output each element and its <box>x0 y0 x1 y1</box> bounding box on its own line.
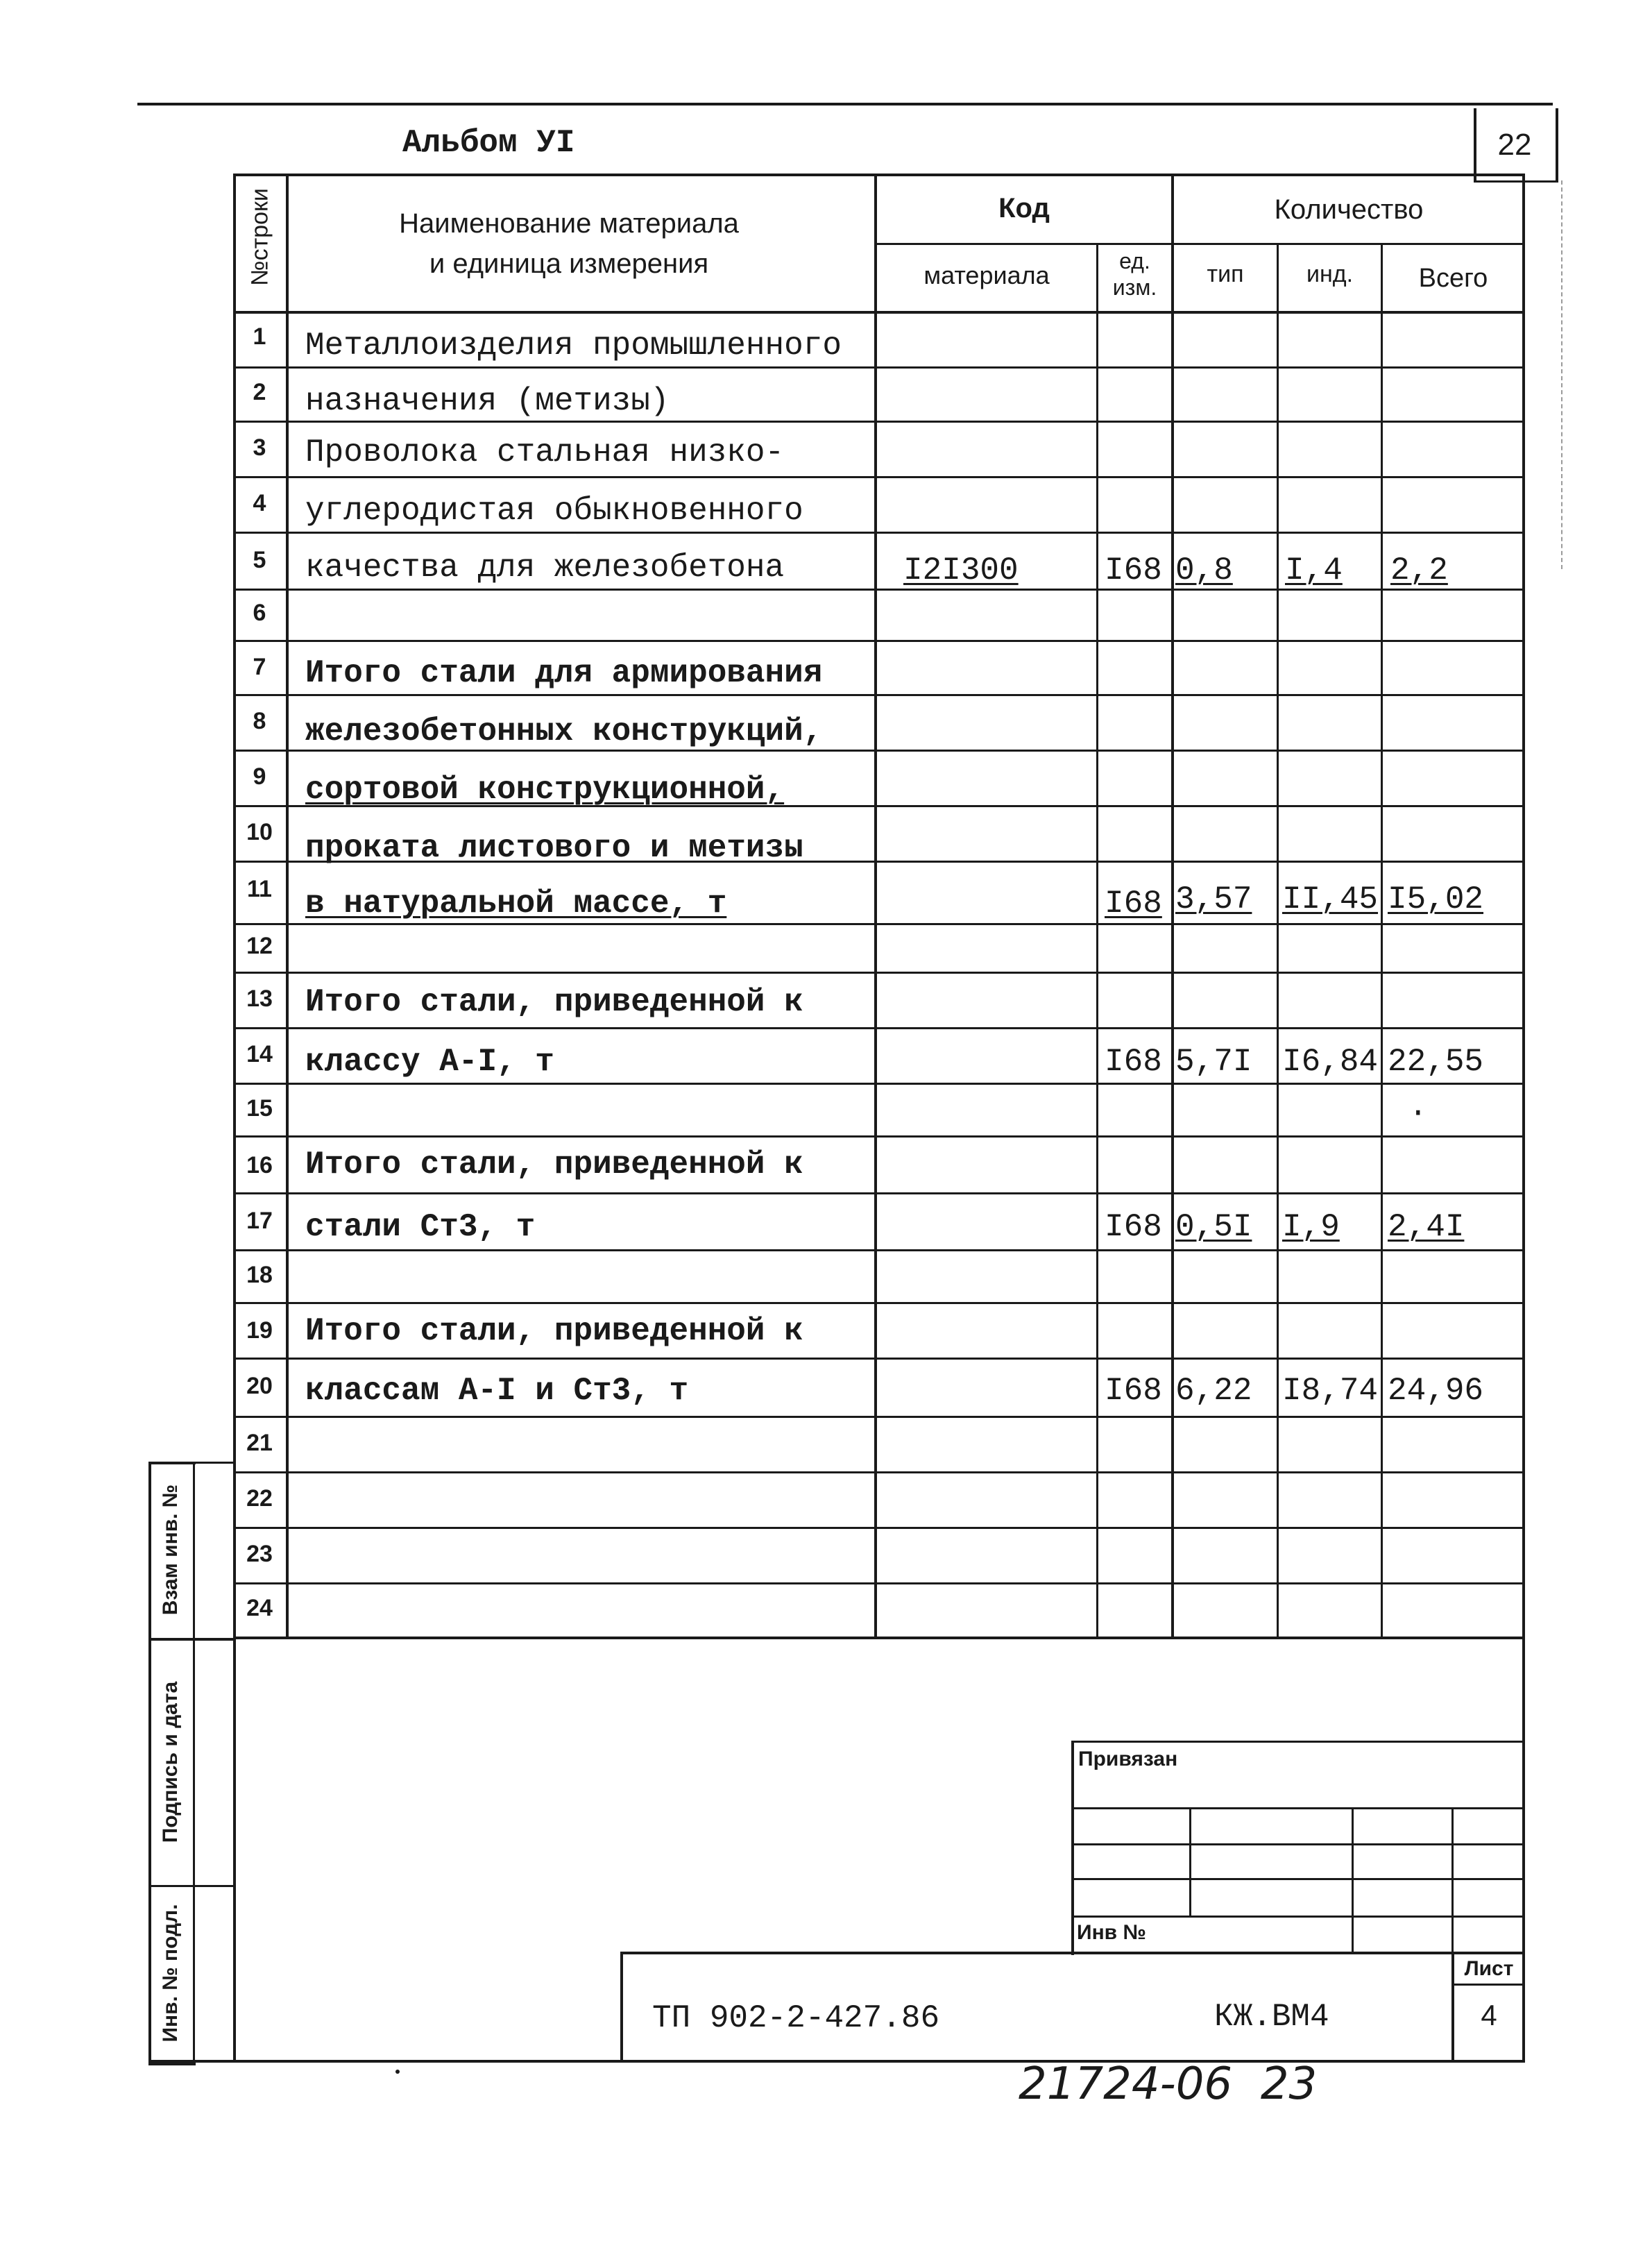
album-title: Альбом УI <box>402 125 575 161</box>
right-edge-marks <box>1561 180 1564 569</box>
row-name: Проволока стальная низко- <box>305 434 785 471</box>
row-name: проката листового и метизы <box>305 830 803 866</box>
row-type: 0,5I <box>1175 1209 1252 1245</box>
row-ind: I8,74 <box>1282 1373 1379 1409</box>
row-name: углеродистая обыкновенного <box>305 493 803 529</box>
row-unit: I68 <box>1105 1209 1162 1245</box>
row-number: 9 <box>253 763 266 790</box>
row-name: классу А-I, т <box>305 1044 554 1080</box>
row-name: Итого стали, приведенной к <box>305 1313 803 1349</box>
frame-bottom <box>148 2060 1525 2063</box>
list-label: Лист <box>1464 1957 1514 1980</box>
name-header-line1: Наименование материала <box>399 208 739 239</box>
row-number: 1 <box>253 323 266 350</box>
row-number: 13 <box>246 986 273 1012</box>
row-number: 22 <box>246 1485 273 1512</box>
row-number: 16 <box>246 1152 273 1178</box>
qty-group-header: Количество <box>1274 194 1424 225</box>
row-name: Итого стали, приведенной к <box>305 1147 803 1183</box>
row-number: 15 <box>246 1095 273 1122</box>
row-number: 19 <box>246 1317 273 1344</box>
row-total: I5,02 <box>1388 881 1484 918</box>
row-name: назначения (метизы) <box>305 383 670 419</box>
row-name: сортовой конструкционной, <box>305 772 785 808</box>
row-name: Итого стали, приведенной к <box>305 984 803 1020</box>
doc-code: ТП 902-2-427.86 <box>652 2000 940 2036</box>
row-number: 7 <box>253 654 266 680</box>
inv-no-label: Инв № <box>1077 1921 1146 1944</box>
code-material-header: материала <box>923 261 1050 289</box>
row-name: Металлоизделия промышленного <box>305 328 842 364</box>
row-type: 0,8 <box>1175 552 1233 589</box>
row-total: 2,2 <box>1390 552 1448 589</box>
row-name: классам А-I и Ст3, т <box>305 1373 689 1409</box>
row-unit: I68 <box>1105 886 1162 922</box>
row-number: 20 <box>246 1373 273 1399</box>
row-unit: I68 <box>1105 1044 1162 1080</box>
list-number: 4 <box>1481 1999 1497 2031</box>
privyazan-label: Привязан <box>1078 1748 1178 1770</box>
row-type: 6,22 <box>1175 1373 1252 1409</box>
row-number: 17 <box>246 1208 273 1234</box>
row-number: 18 <box>246 1262 273 1288</box>
qty-total-header: Всего <box>1418 264 1488 293</box>
inv-podl-label: Инв. № подл. <box>159 1904 182 2043</box>
row-name: в натуральной массе, т <box>305 886 727 922</box>
code-unit-header-line1: ед. <box>1119 248 1150 273</box>
doc-mark: КЖ.ВМ4 <box>1214 1999 1329 2035</box>
row-number: 4 <box>253 490 266 516</box>
row-name: Итого стали для армирования <box>305 655 823 691</box>
qty-ind-header: инд. <box>1306 261 1354 287</box>
row-total: 22,55 <box>1388 1044 1484 1080</box>
row-number: 14 <box>246 1041 273 1067</box>
code-unit-header-line2: изм. <box>1112 275 1157 300</box>
podpis-data-label: Подпись и дата <box>159 1681 182 1843</box>
row-number: 8 <box>253 708 266 734</box>
row-ind: I6,84 <box>1282 1044 1379 1080</box>
top-rule <box>137 103 1553 105</box>
name-header-line2: и единица измерения <box>429 248 709 279</box>
vzam-inv-label: Взам инв. № <box>159 1484 182 1616</box>
corner-page-number: 22 <box>1497 128 1532 162</box>
bottom-stamp: 21724-06 23 <box>1019 2058 1318 2110</box>
code-group-header: Код <box>998 193 1050 223</box>
row-number: 5 <box>253 547 266 573</box>
row-code: I2I300 <box>903 552 1019 589</box>
stray-dot <box>395 2070 400 2074</box>
row-name: железобетонных конструкций, <box>305 713 823 750</box>
row-number: 23 <box>246 1541 273 1567</box>
row-type: 5,7I <box>1175 1044 1252 1080</box>
row-unit: I68 <box>1105 1373 1162 1409</box>
row-type: 3,57 <box>1175 881 1252 918</box>
row-number: 10 <box>246 819 273 845</box>
row-total: 2,4I <box>1388 1209 1465 1245</box>
row-total: · <box>1408 1095 1428 1131</box>
row-name: стали Ст3, т <box>305 1209 536 1245</box>
row-number: 2 <box>253 379 266 405</box>
row-total: 24,96 <box>1388 1373 1484 1409</box>
row-ind: I,4 <box>1285 552 1343 589</box>
qty-type-header: тип <box>1207 261 1244 287</box>
row-ind: II,45 <box>1282 881 1379 918</box>
row-number: 3 <box>253 434 266 461</box>
row-name: качества для железобетона <box>305 550 785 586</box>
row-number-header: №строки <box>246 188 273 286</box>
row-number: 11 <box>247 876 272 902</box>
row-unit: I68 <box>1105 552 1162 589</box>
row-number: 21 <box>246 1430 273 1456</box>
row-number: 24 <box>246 1595 273 1621</box>
row-number: 12 <box>246 933 273 959</box>
row-number: 6 <box>253 600 266 626</box>
row-ind: I,9 <box>1282 1209 1340 1245</box>
